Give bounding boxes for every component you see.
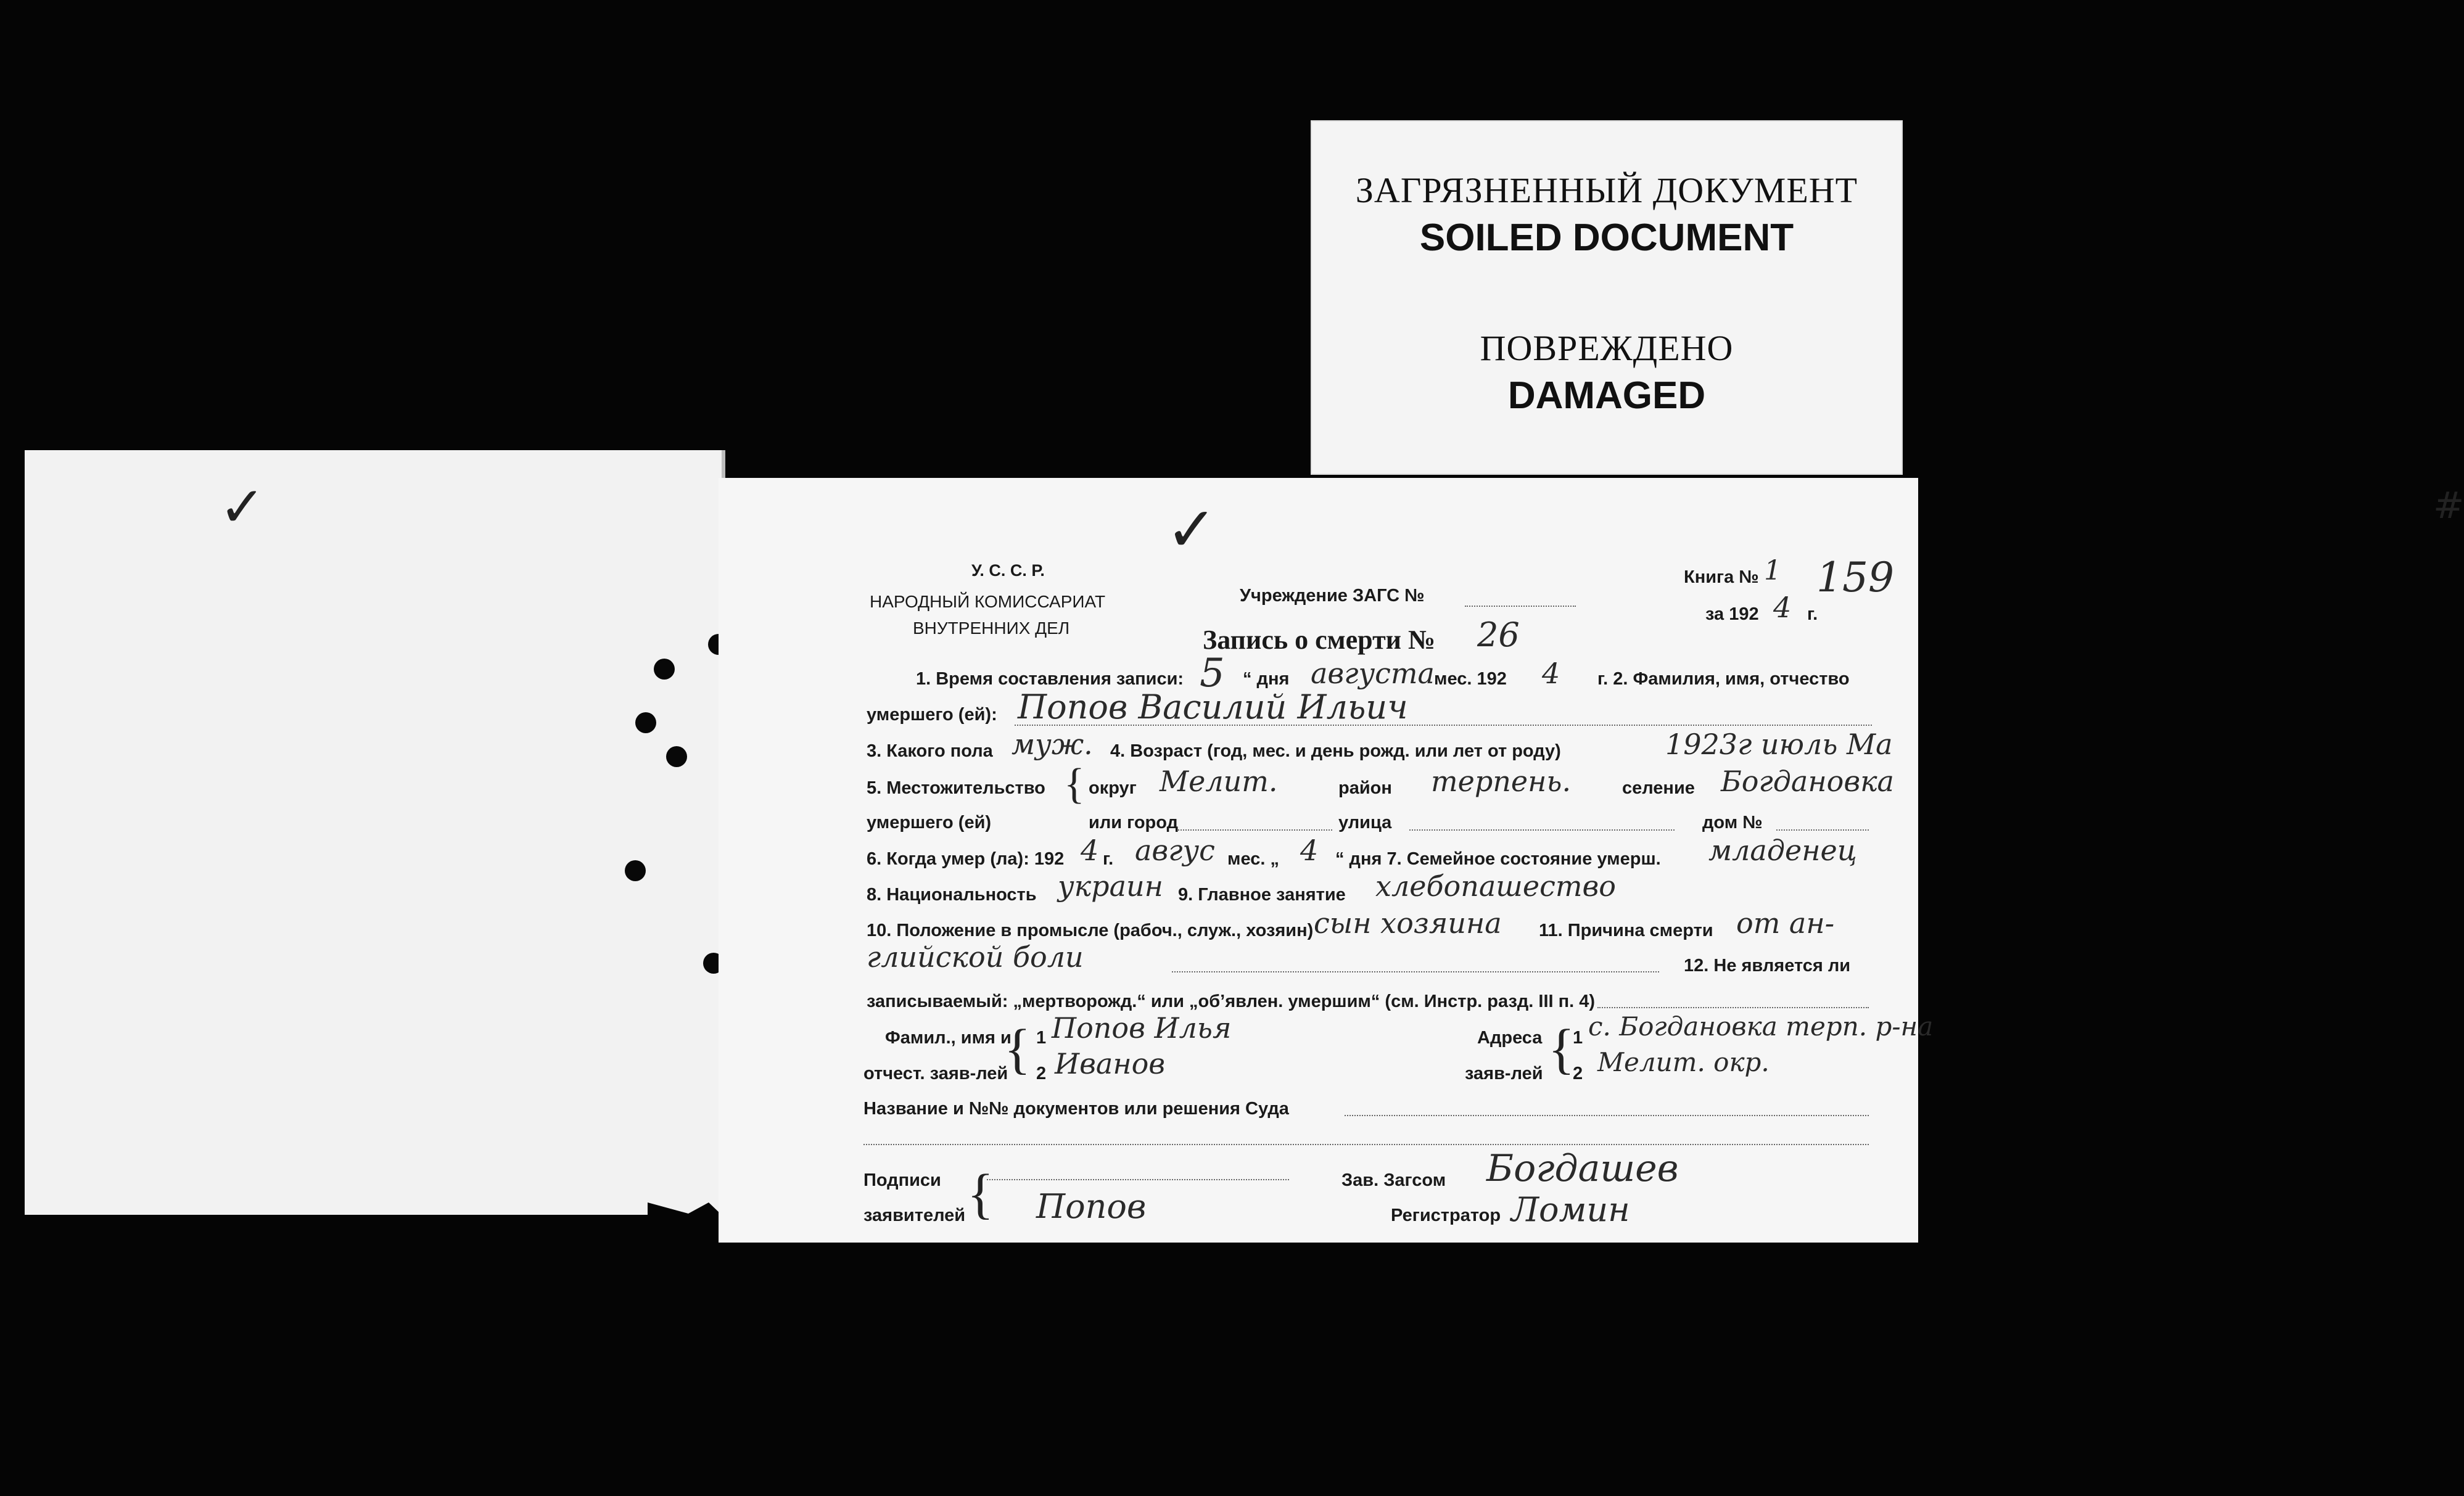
institution-line — [1465, 606, 1576, 607]
okrug-hw: Мелит. — [1160, 765, 1278, 798]
selo-hw: Богдановка — [1721, 765, 1894, 798]
corner-mark: # — [2433, 484, 2464, 527]
cause-line — [1172, 971, 1659, 972]
city-line — [1178, 829, 1332, 831]
field-3-label: 3. Какого пола — [867, 741, 993, 761]
field-2-deceased-label: умершего (ей): — [867, 705, 997, 725]
field-11-label: 11. Причина смерти — [1539, 921, 1713, 940]
commissariat-line-2: ВНУТРЕННИХ ДЕЛ — [913, 619, 1070, 638]
documents-line-1 — [1345, 1115, 1869, 1116]
field-1-day-label: “ дня — [1243, 669, 1290, 689]
year-suffix: г. — [1807, 604, 1818, 624]
deceased-name-hw: Попов Василий Ильич — [1018, 688, 1408, 726]
brace-residence: { — [1064, 760, 1085, 808]
check-mark-right: ✓ — [1166, 493, 1218, 565]
city-label: или город — [1089, 813, 1178, 832]
label-ru-soiled: ЗАГРЯЗНЕННЫЙ ДОКУМЕНТ — [1355, 170, 1858, 210]
field-4-label: 4. Возраст (год, мес. и день рожд. или лет от роду) — [1110, 741, 1561, 761]
nationality-hw: украин — [1058, 869, 1163, 903]
field-1-label: 1. Время составления записи: — [916, 669, 1184, 689]
head-zags-signature-hw: Богдашев — [1486, 1147, 1679, 1190]
age-hw: 1923г июль Ма — [1665, 728, 1893, 761]
label-ru-damaged: ПОВРЕЖДЕНО — [1480, 328, 1734, 368]
applicants-name-label: Фамил., имя и — [885, 1028, 1012, 1048]
raion-hw: терпень. — [1431, 765, 1572, 798]
field-12-label: 12. Не является ли — [1684, 956, 1851, 976]
binding-hole — [635, 712, 656, 733]
field-9-label: 9. Главное занятие — [1178, 885, 1346, 905]
applicants-patronymic-label: отчест. заяв-лей — [863, 1064, 1008, 1083]
soiled-document-label — [1311, 120, 1903, 475]
house-label: дом № — [1702, 813, 1763, 832]
okrug-label: округ — [1089, 778, 1137, 798]
applicant-1-name-hw: Попов Илья — [1052, 1011, 1232, 1045]
family-status-hw: младенец — [1708, 834, 1857, 867]
commissariat-line-1: НАРОДНЫЙ КОМИССАРИАТ — [870, 592, 1106, 611]
binding-hole — [654, 659, 675, 680]
year-label: за 192 — [1705, 604, 1759, 624]
applicants-signature-label: заявителей — [863, 1206, 966, 1225]
brace-applicants: { — [1004, 1019, 1031, 1080]
field-6-label: 6. Когда умер (ла): 192 — [867, 849, 1065, 869]
field-2-line — [1015, 725, 1872, 726]
record-number-hw: 26 — [1477, 615, 1520, 654]
street-label: улица — [1338, 813, 1392, 832]
registrar-signature-hw: Ломин — [1511, 1190, 1630, 1229]
record-month-hw: августа — [1311, 657, 1435, 690]
ussr-header: У. С. С. Р. — [971, 561, 1045, 580]
left-page — [25, 450, 725, 1215]
field-7-label: “ дня 7. Семейное состояние умерш. — [1335, 849, 1661, 869]
brace-signatures: { — [967, 1164, 994, 1225]
institution-label: Учреждение ЗАГС № — [1240, 586, 1425, 606]
death-year-suffix: г. — [1103, 849, 1114, 869]
head-zags-label: Зав. Загсом — [1341, 1170, 1446, 1190]
registrar-label: Регистратор — [1391, 1206, 1501, 1225]
book-number-hw: 1 — [1764, 555, 1781, 586]
field-12-line — [1597, 1007, 1869, 1008]
addresses-label: Адреса — [1477, 1028, 1543, 1048]
position-hw: сын хозяина — [1314, 906, 1502, 940]
street-line — [1409, 829, 1675, 831]
signatures-label: Подписи — [863, 1170, 941, 1190]
field-1-month-label: мес. 192 — [1434, 669, 1507, 689]
binding-hole — [666, 746, 687, 767]
house-line — [1776, 829, 1869, 831]
raion-label: район — [1338, 778, 1392, 798]
address-2-index: 2 — [1573, 1064, 1583, 1083]
binding-hole — [625, 860, 646, 881]
addresses-applicants-label: заяв-лей — [1465, 1064, 1543, 1083]
applicant-2-index: 2 — [1036, 1064, 1047, 1083]
field-2-label: г. 2. Фамилия, имя, отчество — [1597, 669, 1850, 689]
label-en-soiled: SOILED DOCUMENT — [1419, 216, 1794, 259]
address-1-hw: с. Богдановка терп. р-на — [1588, 1011, 1934, 1042]
applicant-2-name-hw: Иванов — [1055, 1047, 1166, 1080]
death-month-hw: авгус — [1135, 834, 1215, 867]
address-2-hw: Мелит. окр. — [1597, 1047, 1770, 1077]
signature-line — [987, 1179, 1289, 1180]
death-day-hw: 4 — [1300, 834, 1319, 867]
documents-label: Название и №№ документов или решения Суда — [863, 1099, 1289, 1119]
brace-addresses: { — [1548, 1019, 1575, 1080]
year-hw: 4 — [1773, 591, 1792, 624]
check-mark-left: ✓ — [219, 475, 266, 540]
record-year-hw: 4 — [1542, 657, 1560, 690]
field-5-label: 5. Местожительство — [867, 778, 1045, 798]
field-12-continued: записываемый: „мертворожд.“ или „об’явлен. умершим“ (см. Инстр. разд. III п. 4) — [867, 992, 1596, 1011]
field-5-deceased-label: умершего (ей) — [867, 813, 992, 832]
page-number-hw: 159 — [1816, 554, 1894, 601]
label-en-damaged: DAMAGED — [1507, 374, 1706, 417]
cause-hw-2: глийской боли — [867, 940, 1084, 974]
field-8-label: 8. Национальность — [867, 885, 1037, 905]
book-label: Книга № — [1684, 567, 1759, 587]
record-title: Запись о смерти № — [1203, 625, 1436, 655]
field-10-label: 10. Положение в промысле (рабоч., служ., хозяин) — [867, 921, 1314, 940]
applicant-signature-hw: Попов — [1036, 1187, 1147, 1226]
address-1-index: 1 — [1573, 1028, 1583, 1048]
cause-hw-1: от ан- — [1736, 906, 1835, 940]
death-month-label: мес. „ — [1227, 849, 1279, 869]
death-year-hw: 4 — [1081, 834, 1099, 867]
selo-label: селение — [1622, 778, 1695, 798]
record-day-hw: 5 — [1200, 651, 1225, 696]
occupation-hw: хлебопашество — [1375, 869, 1616, 903]
applicant-1-index: 1 — [1036, 1028, 1047, 1048]
sex-hw: муж. — [1012, 728, 1093, 761]
documents-line-2 — [863, 1144, 1869, 1145]
